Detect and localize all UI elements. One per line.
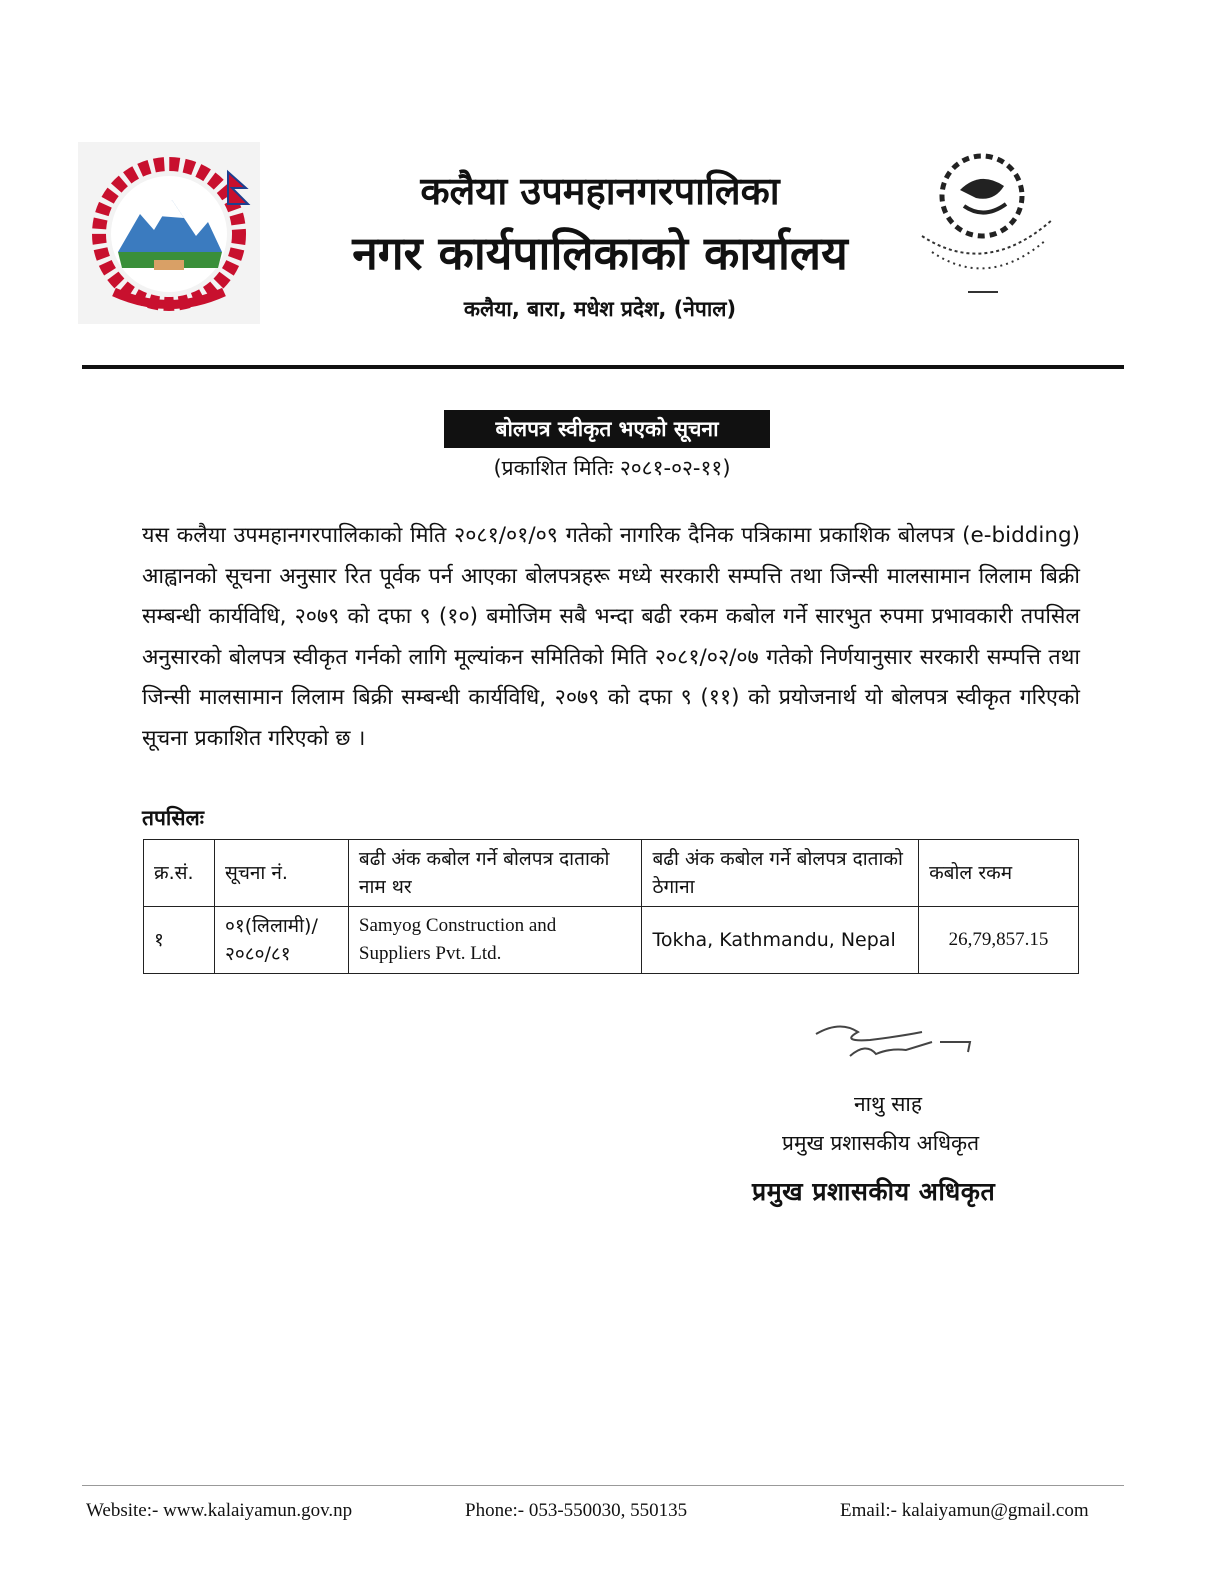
notice-title: बोलपत्र स्वीकृत भएको सूचना [444, 410, 770, 448]
municipality-logo-icon [902, 140, 1072, 310]
header-bidder-address: बढी अंक कबोल गर्ने बोलपत्र दाताको ठेगाना [642, 840, 919, 907]
office-address: कलैया, बारा, मधेश प्रदेश, (नेपाल) [463, 297, 737, 321]
cell-amount: 26,79,857.15 [919, 907, 1079, 974]
signature-icon [810, 1012, 990, 1072]
table-row [144, 907, 1079, 974]
published-date: (प्रकाशित मितिः २०८१-०२-११) [493, 456, 731, 480]
header-divider [82, 365, 1124, 369]
cell-notice-no: ०१(लिलामी)/ २०८०/८१ [214, 907, 348, 974]
signatory-name: नाथु साह [854, 1092, 922, 1116]
office-name: नगर कार्यपालिकाको कार्यालय [352, 226, 848, 280]
signatory-title: प्रमुख प्रशासकीय अधिकृत [782, 1131, 980, 1155]
header-notice-no: सूचना नं. [214, 840, 348, 907]
header-sn: क्र.सं. [144, 840, 215, 907]
schedule-label: तपसिलः [142, 806, 205, 830]
cell-bidder-address: Tokha, Kathmandu, Nepal [642, 907, 919, 974]
official-seal-stamp: प्रमुख प्रशासकीय अधिकृत [752, 1177, 996, 1206]
nepal-emblem-icon [78, 142, 260, 324]
footer-email: Email:- kalaiyamun@gmail.com [840, 1500, 1089, 1521]
cell-bidder-name: Samyog Construction and Suppliers Pvt. Ltd. [348, 907, 642, 974]
cell-sn: १ [144, 907, 215, 974]
footer-phone: Phone:- 053-550030, 550135 [465, 1500, 688, 1521]
footer-divider [82, 1485, 1124, 1486]
table-header-row [144, 840, 1079, 907]
header-amount: कबोल रकम [919, 840, 1079, 907]
footer-website: Website:- www.kalaiyamun.gov.np [86, 1500, 353, 1521]
bid-table [143, 839, 1079, 974]
notice-body: यस कलैया उपमहानगरपालिकाको मिति २०८१/०१/०९ गतेको नागरिक दैनिक पत्रिकामा प्रकाशिक बोलपत्र (e-bidding) आह्वानको सूचना अनुसार रित पूर्वक पर्न आएका बोलपत्रहरू मध्ये सरकारी सम्पत्ति तथा जिन्सी मालसामान लिलाम बिक्री सम्बन्धी कार्यविधि, २०७९ को दफा ९ (१०) बमोजिम सबै भन्दा बढी रकम कबोल गर्ने सारभुत रुपमा प्रभावकारी तपसिल अनुसारको बोलपत्र स्वीकृत गर्नको लागि मूल्यांकन समितिको मिति २०८१/०२/०७ गतेको निर्णयानुसार सरकारी सम्पत्ति तथा जिन्सी मालसामान लिलाम बिक्री सम्बन्धी कार्यविधि, २०७९ को दफा ९ (११) को प्रयोजनार्थ यो बोलपत्र स्वीकृत गरिएको सूचना प्रकाशित गरिएको छ । [142, 523, 1080, 751]
org-name: कलैया उपमहानगरपालिका [420, 169, 780, 213]
header-bidder-name: बढी अंक कबोल गर्ने बोलपत्र दाताको नाम थर [348, 840, 642, 907]
